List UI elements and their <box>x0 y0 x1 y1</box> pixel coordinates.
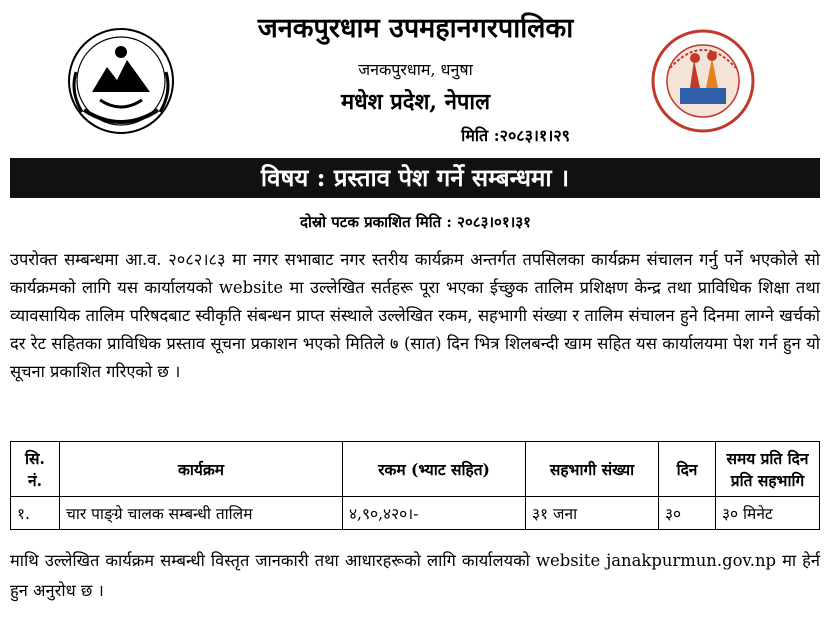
org-province: मधेश प्रदेश, नेपाल <box>340 89 491 115</box>
col-time: समय प्रति दिन प्रति सहभागि <box>716 442 820 497</box>
cell-amount: ४,९०,४२०।- <box>343 497 526 530</box>
notice-body: उपरोक्त सम्बन्धमा आ.व. २०८२।८३ मा नगर सभाबाट नगर स्तरीय कार्यक्रम अन्तर्गत तपसिलका कार्यक्रम संचालन गर्नु पर्ने भएकोले सो कार्यक्रमको लागि यस कार्यालयको website मा उल्लेखित सर्तहरू पूरा भएका ईच्छुक तालिम प्रशिक्षण केन्द्र तथा प्राविधिक शिक्षा तथा व्यावसायिक तालिम परिषदबाट स्वीकृति संबन्धन प्राप्त संस्थाले उल्लेखित रकम, सहभागी संख्या र तालिम संचालन हुने दिनमा लाग्ने खर्चको दर रेट सहितका प्राविधिक प्रस्ताव सूचना प्रकाशन भएको मितिले ७ (सात) दिन भित्र शिलबन्दी खाम सहित यस कार्यालयमा पेश गर्न हुन यो सूचना प्रकाशित गरिएको छ । <box>10 250 820 381</box>
org-name: जनकपुरधाम उपमहानगरपालिका <box>257 13 574 44</box>
col-days: दिन <box>659 442 716 497</box>
subject-heading: विषय : प्रस्ताव पेश गर्ने सम्बन्धमा । <box>10 158 820 198</box>
table-row <box>11 497 820 530</box>
cell-serial: १. <box>11 497 60 530</box>
table-header-row <box>11 442 820 497</box>
cell-program: चार पाङ्ग्रे चालक सम्बन्धी तालिम <box>60 497 343 530</box>
col-program: कार्यक्रम <box>60 442 343 497</box>
notice-date: मिति :२०८३।१।२९ <box>461 126 570 145</box>
footer-note: माथि उल्लेखित कार्यक्रम सम्बन्धी विस्तृत जानकारी तथा आधारहरूको लागि कार्यालयको website janakpurmun.gov.np मा हेर्न हुन अनुरोध छ । <box>10 551 820 600</box>
letterhead <box>0 0 831 150</box>
republish-date: दोस्रो पटक प्रकाशित मिति : २०८३।०१।३१ <box>300 213 531 231</box>
cell-participants: ३१ जना <box>526 497 659 530</box>
municipality-logo-icon <box>650 28 756 134</box>
col-serial: सि. नं. <box>11 442 60 497</box>
org-district: जनकपुरधाम, धनुषा <box>358 60 473 79</box>
program-table <box>10 441 820 530</box>
col-participants: सहभागी संख्या <box>526 442 659 497</box>
cell-days: ३० <box>659 497 716 530</box>
cell-time: ३० मिनेट <box>716 497 820 530</box>
col-amount: रकम (भ्याट सहित) <box>343 442 526 497</box>
